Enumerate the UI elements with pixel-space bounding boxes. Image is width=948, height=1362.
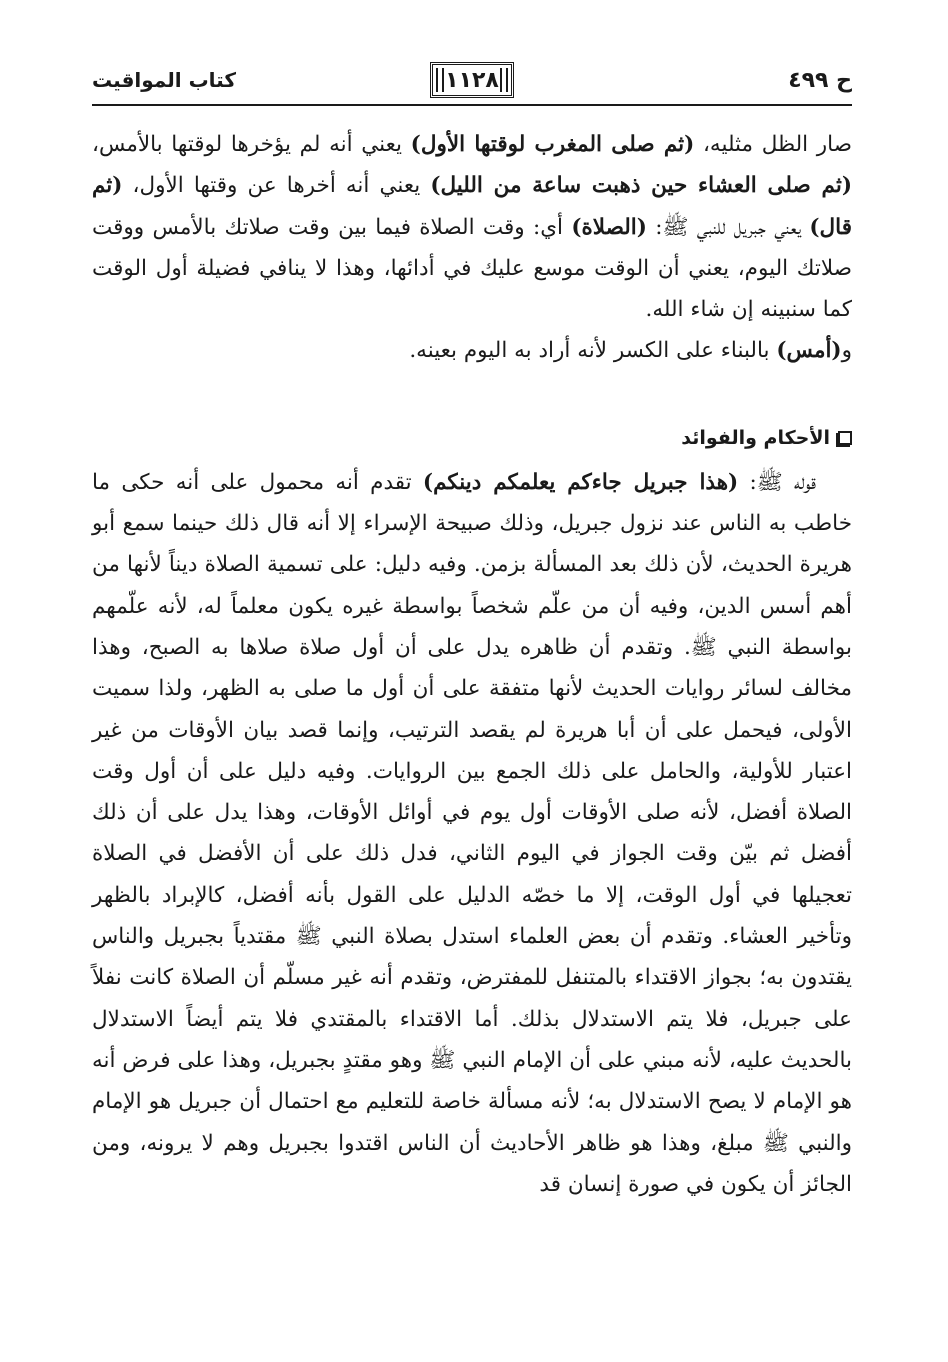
paragraph-3-text-1: قوله ﷺ: bbox=[738, 469, 816, 495]
paragraph-1 bbox=[92, 124, 852, 330]
page-content bbox=[92, 124, 852, 1205]
paragraph-1-quote-4: (الصلاة) bbox=[571, 214, 647, 240]
page-number: ١١٢٨ bbox=[445, 67, 499, 93]
page-header bbox=[92, 62, 852, 106]
checkbox-icon bbox=[838, 431, 852, 445]
paragraph-3 bbox=[92, 462, 852, 1205]
paragraph-1-text-5: أي: وقت الصلاة فيما بين وقت صلاتك بالأمس ووقت صلاتك اليوم، يعني أن الوقت موسع عليك في أدائها، وهذا لا ينافي فضيلة أول الوقت كما سنبينه إن شاء الله. bbox=[92, 214, 852, 323]
page-number-frame bbox=[430, 62, 514, 98]
paragraph-1-text-4: يعني جبريل للنبي ﷺ: bbox=[646, 214, 810, 240]
paragraph-1-quote-2: (ثم صلى العشاء حين ذهبت ساعة من الليل) bbox=[430, 173, 852, 199]
hadith-reference: ح ٤٩٩ bbox=[788, 68, 852, 93]
paragraph-1-quote-3: (ثم قال) bbox=[92, 173, 852, 240]
section-heading-text: الأحكام والفوائد bbox=[681, 426, 830, 449]
paragraph-2-quote-1: (أمس) bbox=[776, 338, 842, 364]
paragraph-1-text-1: صار الظل مثليه، bbox=[694, 132, 852, 157]
section-heading bbox=[92, 420, 852, 456]
section-gap bbox=[92, 372, 852, 420]
paragraph-1-text-3: يعني أنه أخرها عن وقتها الأول، bbox=[122, 173, 431, 199]
header-divider bbox=[92, 104, 852, 106]
paragraph-3-quote-1: (هذا جبريل جاءكم يعلمكم دينكم) bbox=[422, 469, 739, 495]
paragraph-2-text-1: و bbox=[841, 338, 852, 364]
paragraph-3-text-2: تقدم أنه محمول على أنه حكى ما خاطب به الناس عند نزول جبريل، وذلك صبيحة الإسراء إلا أنه قال ذلك حينما سمع أبو هريرة الحديث، لأن ذلك بعد المسألة بزمن. وفيه دليل: على تسمية الصلاة ديناً لأنها من أهم أسس الدين، وفيه أن من علّم شخصاً بواسطة غيره يكون معلماً له، لأنه علّمهم بواسطة النبي ﷺ. وتقدم أن ظاهره يدل على أن أول صلاة صلاها به الصبح، وهذا مخالف لسائر روايات الحديث لأنها متفقة على أن أول ما صلى به الظهر، ولذا سميت الأولى، فيحمل على أن أبا هريرة لم يقصد الترتيب، وإنما قصد بيان الأوقات من غير اعتبار للأولية، والحامل على ذلك الجمع بين الروايات. وفيه دليل على أن أول وقت الصلاة أفضل، لأنه صلى الأوقات أول يوم في أوائل الأوقات، وهذا يدل على أن ذلك أفضل ثم بيّن وقت الجواز في اليوم الثاني، فدل ذلك على أن الأفضل في الصلاة تعجيلها في أول الوقت، إلا ما خصّه الدليل على القول بأنه أفضل، كالإبراد بالظهر وتأخير العشاء. وتقدم أن بعض العلماء استدل بصلاة النبي ﷺ مقتدياً بجبريل والناس يقتدون به؛ بجواز الاقتداء بالمتنفل للمفترض، وتقدم أنه غير مسلّم أن الصلاة كانت نفلاً على جبريل، فلا يتم الاستدلال بذلك. أما الاقتداء بالمقتدي فلا يتم أيضاً الاستدلال بالحديث عليه، لأنه مبني على أن الإمام النبي ﷺ وهو مقتدٍ بجبريل، وهذا على فرض أنه هو الإمام لا يصح الاستدلال به؛ لأنه مسألة خاصة للتعليم مع احتمال أن جبريل هو الإمام والنبي ﷺ مبلغ، وهذا هو ظاهر الأحاديث أن الناس اقتدوا بجبريل وهم لا يرونه، ومن الجائز أن يكون في صورة إنسان قد bbox=[92, 469, 852, 1197]
book-title: كتاب المواقيت bbox=[92, 68, 236, 92]
paragraph-1-quote-1: (ثم صلى المغرب لوقتها الأول) bbox=[410, 132, 695, 157]
paragraph-1-text-2: يعني أنه لم يؤخرها لوقتها بالأمس، bbox=[92, 132, 411, 157]
paragraph-2-text-2: بالبناء على الكسر لأنه أراد به اليوم بعينه. bbox=[409, 338, 777, 364]
paragraph-2 bbox=[92, 330, 852, 371]
